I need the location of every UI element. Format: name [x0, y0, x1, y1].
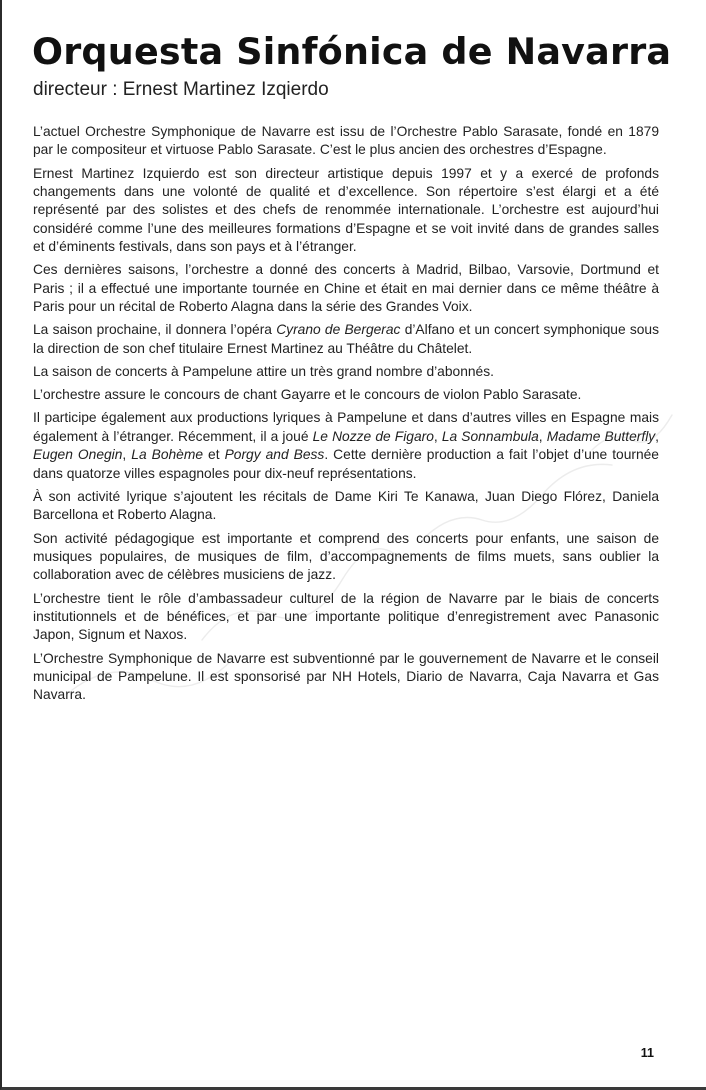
- text-run: Son activité pédagogique est importante et comprend des concerts pour enfants, une saison de musiques populaires, de musiques de film, d’accompagnements de films muets, sans oublier la collaboration avec de célèbres musiciens de jazz.: [33, 530, 659, 583]
- text-run: L’Orchestre Symphonique de Navarre est subventionné par le gouvernement de Navarre et le conseil municipal de Pampelune. Il est sponsorisé par NH Hotels, Diario de Navarra, Caja Navarra et Gas Navarra.: [33, 650, 659, 703]
- text-run: ,: [655, 428, 659, 444]
- text-run: . Cette dernière production a fait l’objet d’une tournée dans quatorze villes espagnoles pour dix-neuf représentations.: [33, 447, 659, 481]
- text-run: L’orchestre tient le rôle d’ambassadeur culturel de la région de Navarre par le biais de concerts institutionnels et de bénéfices, et par une importante politique d’enregistrement avec Panasonic Japon, Signum et Naxos.: [33, 590, 659, 643]
- italic-title: La Sonnambula: [441, 428, 539, 444]
- paragraph: [33, 530, 659, 585]
- text-run: Ernest Martinez Izquierdo est son directeur artistique depuis 1997 et y a exercé de profonds changements dans une volonté de qualité et d’excellence. Son répertoire s’est élargi et a été représenté par des solistes et des chefs de renommée internationale. L’orchestre est aujourd’hui considéré comme l’une des meilleures formations d’Espagne et se voit invité dans de grandes salles et d’éminents festivals, dans son pays et à l’étranger.: [33, 165, 659, 255]
- paragraph: [33, 650, 659, 705]
- text-run: Il participe également aux productions lyriques à Pampelune et dans d’autres villes en Espagne mais également à l’étranger. Récemment, il a joué: [33, 410, 659, 444]
- text-run: ,: [122, 447, 132, 463]
- paragraph: [33, 409, 659, 483]
- paragraph: [33, 321, 659, 358]
- article-body: [33, 123, 659, 710]
- paragraph: [33, 590, 659, 645]
- text-run: ,: [433, 428, 442, 444]
- paragraph: [33, 386, 659, 404]
- text-run: La saison prochaine, il donnera l’opéra: [33, 322, 277, 338]
- text-run: et: [203, 447, 225, 463]
- italic-title: Porgy and Bess: [224, 447, 325, 463]
- text-run: L’actuel Orchestre Symphonique de Navarre est issu de l’Orchestre Pablo Sarasate, fondé en 1879 par le compositeur et virtuose Pablo Sarasate. C’est le plus ancien des orchestres d’Espagne.: [33, 124, 659, 158]
- paragraph: [33, 488, 659, 525]
- italic-title: La Bohème: [131, 447, 204, 463]
- text-run: À son activité lyrique s’ajoutent les récitals de Dame Kiri Te Kanawa, Juan Diego Flórez, Daniela Barcellona et Roberto Alagna.: [33, 488, 659, 523]
- text-run: L’orchestre assure le concours de chant Gayarre et le concours de violon Pablo Sarasate.: [33, 387, 582, 403]
- text-run: d’Alfano et un concert symphonique sous la direction de son chef titulaire Ernest Martinez au Théâtre du Châtelet.: [33, 322, 659, 356]
- text-run: ,: [538, 428, 547, 444]
- text-run: La saison de concerts à Pampelune attire un très grand nombre d’abonnés.: [33, 364, 494, 380]
- italic-title: Le Nozze de Figaro: [312, 428, 434, 444]
- page-number: 11: [640, 1046, 654, 1060]
- paragraph: [33, 165, 659, 257]
- paragraph: [33, 123, 659, 160]
- paragraph: [33, 363, 659, 381]
- text-run: Ces dernières saisons, l’orchestre a donné des concerts à Madrid, Bilbao, Varsovie, Dortmund et Paris ; il a effectué une importante tournée en Chine et était en mai dernier dans ce même théâtre à Paris pour un récital de Roberto Alagna dans la série des Grandes Voix.: [33, 262, 659, 315]
- italic-title: Eugen Onegin: [33, 447, 123, 463]
- page-subtitle: directeur : Ernest Martinez Izqierdo: [33, 79, 329, 100]
- italic-title: Madame Butterfly: [546, 428, 656, 444]
- page-title: Orquesta Sinfónica de Navarra: [32, 30, 672, 73]
- paragraph: [33, 261, 659, 316]
- italic-title: Cyrano de Bergerac: [276, 322, 401, 338]
